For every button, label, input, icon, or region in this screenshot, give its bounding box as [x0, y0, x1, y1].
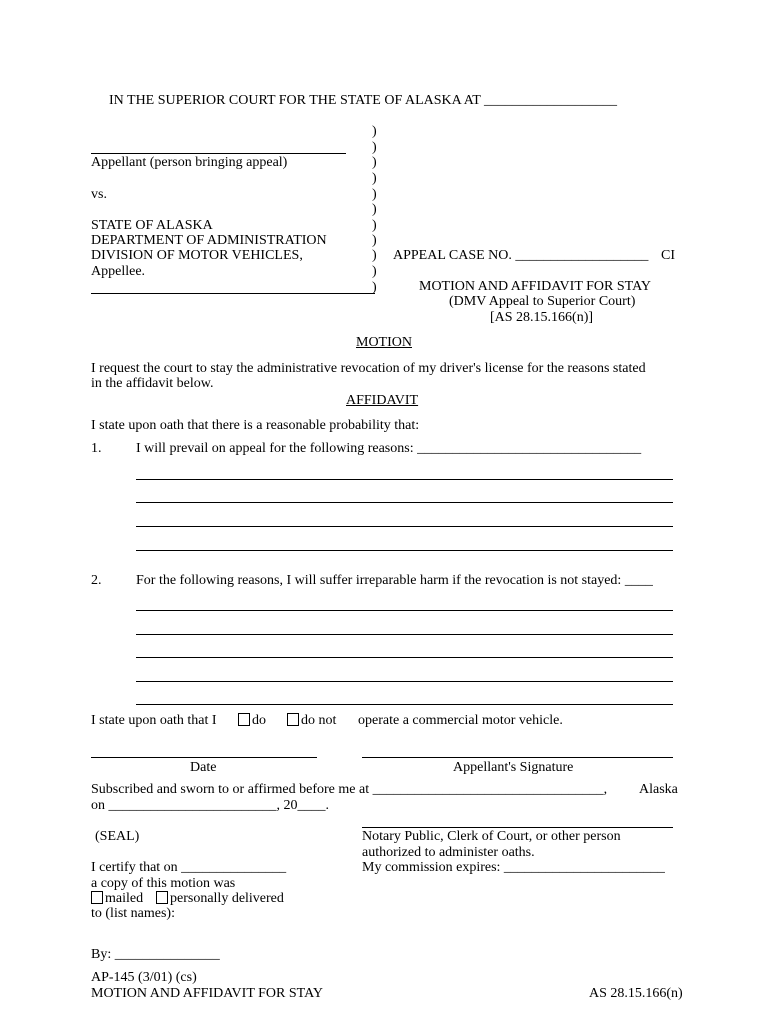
notary-text-1: Notary Public, Clerk of Court, or other person [362, 829, 621, 844]
caption-paren: ) [372, 218, 377, 233]
item-2-text[interactable]: For the following reasons, I will suffer irreparable harm if the revocation is not stayed: ____ [136, 573, 653, 588]
delivered-checkbox[interactable] [156, 891, 168, 904]
copy-line: a copy of this motion was [91, 876, 236, 891]
caption-bottom-line [91, 293, 375, 294]
document-subtitle: (DMV Appeal to Superior Court) [449, 294, 636, 309]
notary-text-2: authorized to administer oaths. [362, 845, 535, 860]
statute-reference: [AS 28.15.166(n)] [490, 310, 594, 325]
motion-text-2: in the affidavit below. [91, 376, 214, 391]
sworn-statement[interactable]: Subscribed and sworn to or affirmed before me at _________________________________, [91, 782, 608, 797]
do-label: do [252, 713, 266, 728]
date-label: Date [190, 760, 217, 775]
reasons-line[interactable] [136, 550, 673, 551]
commission-expires[interactable]: My commission expires: _______________________ [362, 860, 665, 875]
caption-paren: ) [372, 171, 377, 186]
harm-line[interactable] [136, 657, 673, 658]
item-2-number: 2. [91, 573, 102, 588]
seal-label: (SEAL) [95, 829, 140, 844]
signature-label: Appellant's Signature [453, 760, 574, 775]
do-checkbox[interactable] [238, 713, 250, 726]
case-suffix: CI [661, 248, 675, 263]
by-line[interactable]: By: _______________ [91, 947, 220, 962]
versus-label: vs. [91, 187, 107, 202]
mailed-option[interactable] [91, 891, 143, 907]
appellant-name-line[interactable] [91, 153, 346, 154]
reasons-line[interactable] [136, 479, 673, 480]
cmv-prefix: I state upon oath that I [91, 713, 217, 728]
date-line[interactable] [91, 757, 317, 758]
do-not-label: do not [301, 713, 337, 728]
delivered-option[interactable] [156, 891, 284, 907]
item-1-text[interactable]: I will prevail on appeal for the following reasons: ________________________________ [136, 441, 642, 456]
motion-text-1: I request the court to stay the administrative revocation of my driver's license for the reasons stated [91, 361, 646, 376]
caption-paren: ) [372, 202, 377, 217]
signature-line[interactable] [362, 757, 673, 758]
caption-paren: ) [372, 280, 377, 295]
harm-line[interactable] [136, 681, 673, 682]
appellee-line-2: DEPARTMENT OF ADMINISTRATION [91, 233, 327, 248]
mailed-label: mailed [105, 891, 144, 906]
delivered-label: personally delivered [170, 891, 284, 906]
affidavit-intro: I state upon oath that there is a reasonable probability that: [91, 418, 420, 433]
harm-line[interactable] [136, 704, 673, 705]
caption-paren: ) [372, 264, 377, 279]
appellee-line-1: STATE OF ALASKA [91, 218, 213, 233]
cmv-do-not-option[interactable] [287, 713, 336, 729]
cmv-do-option[interactable] [238, 713, 266, 729]
reasons-line[interactable] [136, 526, 673, 527]
caption-paren: ) [372, 248, 377, 263]
motion-heading: MOTION [356, 335, 412, 350]
appellee-line-4: Appellee. [91, 264, 146, 279]
footer-statute: AS 28.15.166(n) [589, 986, 683, 1001]
appellant-label: Appellant (person bringing appeal) [91, 155, 288, 170]
affidavit-heading: AFFIDAVIT [346, 393, 419, 408]
caption-paren: ) [372, 155, 377, 170]
reasons-line[interactable] [136, 502, 673, 503]
sworn-date-line[interactable]: on ________________________, 20____. [91, 798, 329, 813]
caption-paren: ) [372, 140, 377, 155]
harm-line[interactable] [136, 610, 673, 611]
harm-line[interactable] [136, 634, 673, 635]
appellee-line-3: DIVISION OF MOTOR VEHICLES, [91, 248, 303, 263]
form-number: AP-145 (3/01) (cs) [91, 970, 197, 985]
list-names-label: to (list names): [91, 906, 175, 921]
caption-paren: ) [372, 233, 377, 248]
form-title: MOTION AND AFFIDAVIT FOR STAY [91, 986, 323, 1001]
cmv-suffix: operate a commercial motor vehicle. [358, 713, 563, 728]
certify-line[interactable]: I certify that on _______________ [91, 860, 287, 875]
do-not-checkbox[interactable] [287, 713, 299, 726]
court-heading: IN THE SUPERIOR COURT FOR THE STATE OF ALASKA AT ___________________ [109, 93, 618, 108]
appeal-case-number[interactable]: APPEAL CASE NO. ___________________ [393, 248, 649, 263]
mailed-checkbox[interactable] [91, 891, 103, 904]
caption-paren: ) [372, 187, 377, 202]
item-1-number: 1. [91, 441, 102, 456]
notary-signature-line[interactable] [362, 827, 673, 828]
caption-paren: ) [372, 124, 377, 139]
sworn-place: Alaska [639, 782, 678, 797]
document-title: MOTION AND AFFIDAVIT FOR STAY [419, 279, 651, 294]
